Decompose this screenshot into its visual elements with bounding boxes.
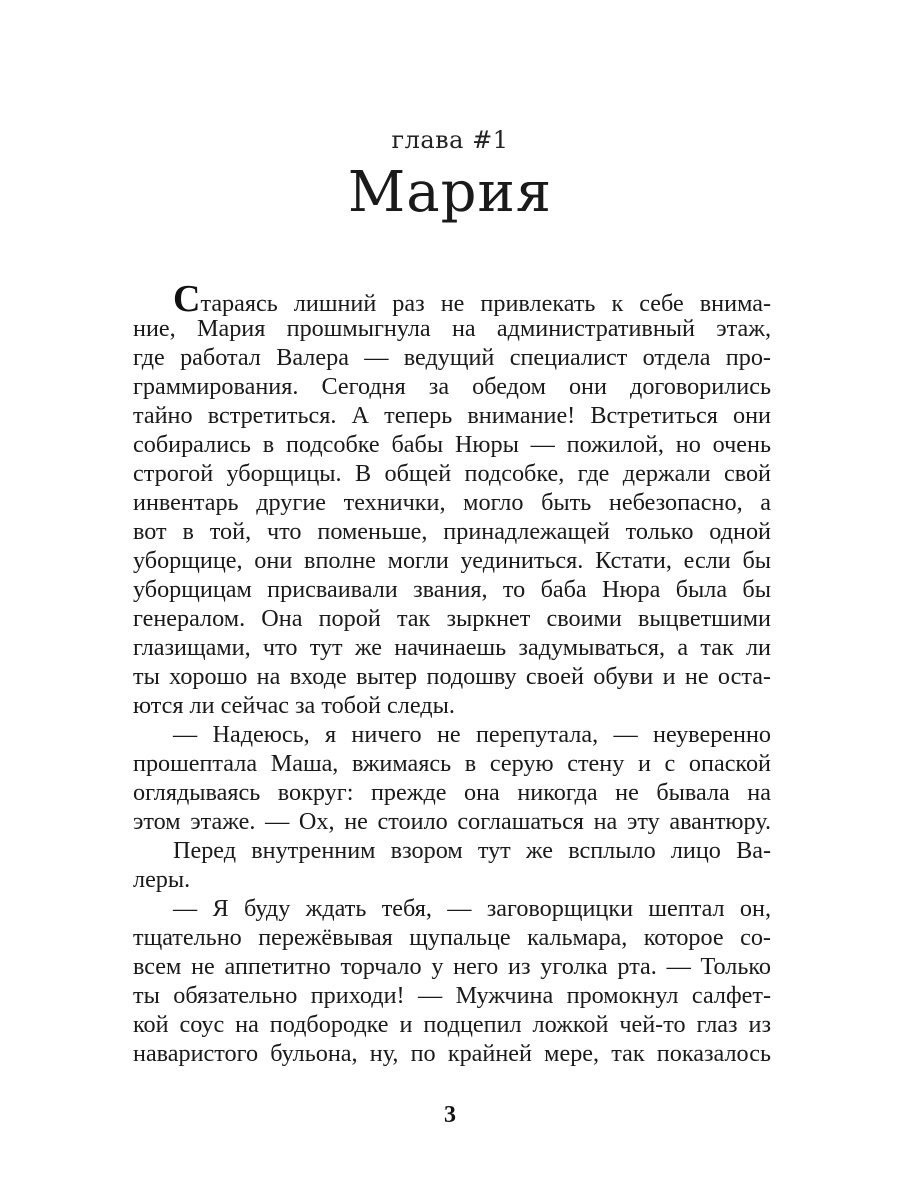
text-line: инвентарь другие технички, могло быть небезопасно, а — [133, 489, 771, 516]
text-line: ние, Мария прошмыгнула на административный этаж, — [133, 315, 771, 342]
text-line: наваристого бульона, ну, по крайней мере, так показалось — [133, 1040, 771, 1067]
page-number: 3 — [444, 1102, 456, 1128]
text-line: оглядываясь вокруг: прежде она никогда не бывала на — [133, 779, 771, 806]
text-line: тщательно пережёвывая щупальце кальмара, которое со- — [133, 924, 771, 951]
chapter-label: глава #1 — [391, 126, 509, 154]
text-line: глазищами, что тут же начинаешь задумываться, а так ли — [133, 634, 771, 661]
text-line: кой соус на подбородке и подцепил ложкой чей-то глаз из — [133, 1011, 771, 1038]
text-line: ты хорошо на входе вытер подошву своей обуви и не оста- — [133, 663, 771, 690]
text-line: — Надеюсь, я ничего не перепутала, — неуверенно — [173, 721, 771, 748]
text-line: Перед внутренним взором тут же всплыло лицо Ва- — [173, 837, 771, 864]
text-line: Стараясь лишний раз не привлекать к себе внима- — [173, 278, 771, 320]
text-line: строгой уборщицы. В общей подсобке, где держали свой — [133, 460, 771, 487]
text-line: этом этаже. — Ох, не стоило соглашаться на эту авантюру. — [133, 808, 771, 835]
text-line: ются ли сейчас за тобой следы. — [133, 692, 455, 719]
text-line: тайно встретиться. А теперь внимание! Встретиться они — [133, 402, 771, 429]
drop-cap: С — [173, 278, 201, 320]
chapter-title: Мария — [347, 160, 553, 225]
body-text — [133, 278, 771, 1068]
text-line: генералом. Она порой так зыркнет своими выцветшими — [133, 605, 771, 632]
text-line: леры. — [133, 866, 191, 893]
text-line: — Я буду ждать тебя, — заговорщицки шептал он, — [173, 895, 771, 922]
text-line: граммирования. Сегодня за обедом они договорились — [133, 373, 771, 400]
text-line: уборщицам присваивали звания, то баба Нюра была бы — [133, 576, 771, 603]
text-line: всем не аппетитно торчало у него из уголка рта. — Только — [133, 953, 771, 980]
text-line: вот в той, что поменьше, принадлежащей только одной — [133, 518, 771, 545]
text-line: где работал Валера — ведущий специалист отдела про- — [133, 344, 771, 371]
text-line: собирались в подсобке бабы Нюры — пожилой, но очень — [133, 431, 771, 458]
text-line: ты обязательно приходи! — Мужчина промокнул салфет- — [133, 982, 771, 1009]
text-line: уборщице, они вполне могли уединиться. Кстати, если бы — [133, 547, 771, 574]
text-line: прошептала Маша, вжимаясь в серую стену и с опаской — [133, 750, 771, 777]
